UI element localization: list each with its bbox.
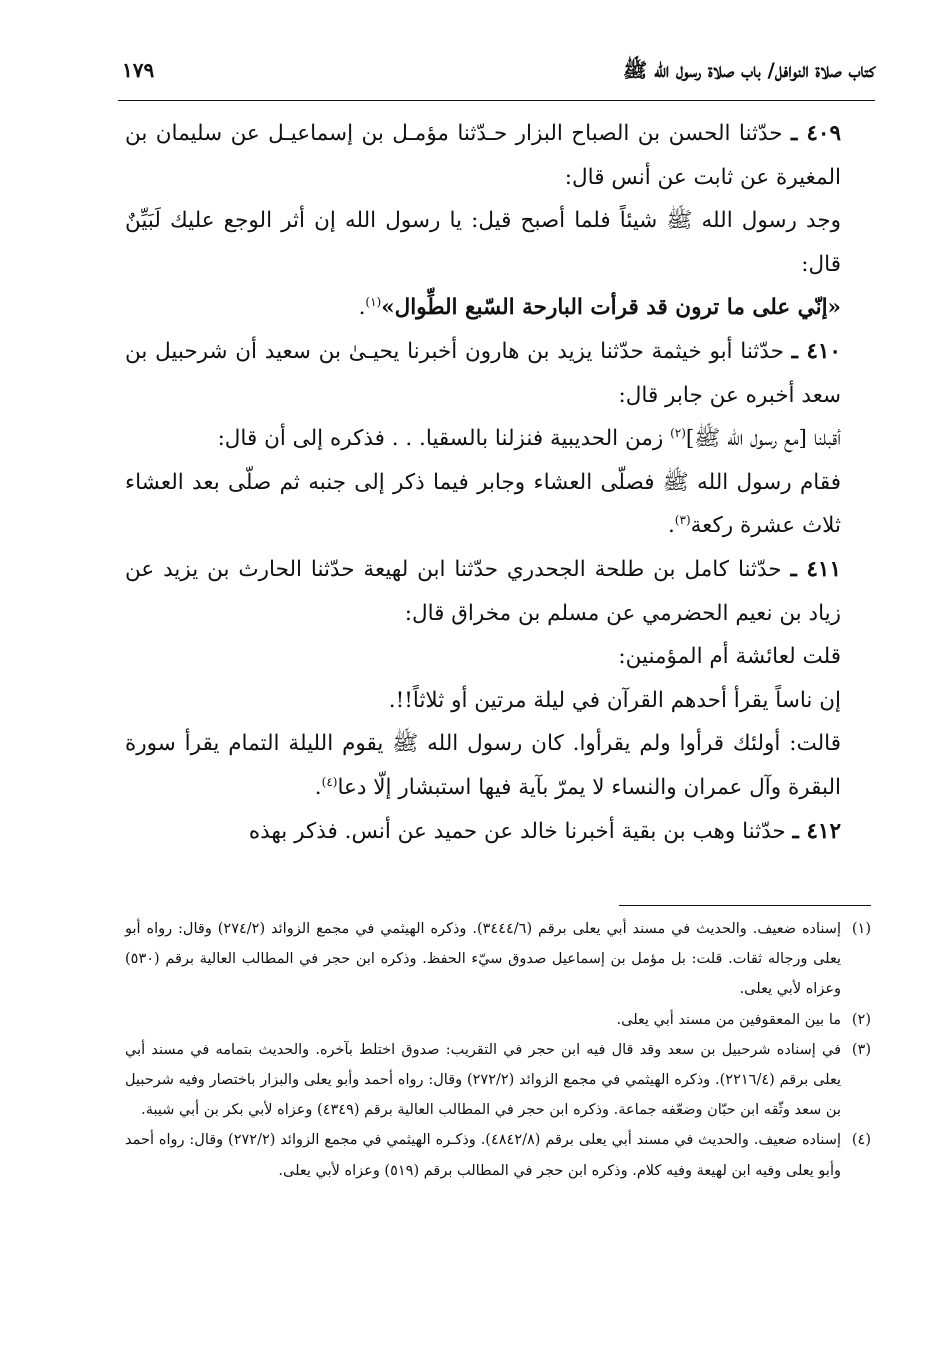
footnote-text: ما بين المعقوفين من مسند أبي يعلى. — [616, 1011, 841, 1028]
footnote-ref-3: (٣) — [674, 513, 691, 528]
hadith-411-line1: قلت لعائشة أم المؤمنين: — [618, 644, 841, 670]
hadith-409-quote: «إنّي على ما ترون قد قرأت البارحة السّبع الطِّوال» — [381, 295, 841, 321]
hadith-411-number: ٤١١ ـ — [790, 556, 841, 582]
footnote-number: (٣) — [851, 1041, 871, 1058]
hadith-410-text2: فقام رسول الله ﷺ فصلّى العشاء وجابر فيما ذكر إلى جنبه ثم صلّى بعد العشاء ثلاث عشرة ركعة$^{(٣)}$. — [125, 469, 841, 539]
footnote-4 — [125, 1125, 871, 1185]
footnote-text: إسناده ضعيف. والحديث في مسند أبي يعلى برقم (٣٤٤٤/٦). وذكره الهيثمي في مجمع الزوائد (٢٧٤/٢) وقال: رواه أبو يعلى ورجاله ثقات. قلت: بل مؤمل بن إسماعيل صدوق سيّء الحفظ. وذكره ابن حجر في المطالب العالية برقم (٥٣٠) وعزاه لأبي يعلى. — [125, 921, 841, 998]
hadith-411-text: قالت: أولئك قرأوا ولم يقرأوا. كان رسول الله ﷺ يقوم الليلة التمام يقرأ سورة البقرة وآل عمران والنساء لا يمرّ بآية فيها استبشار إلّا دعا$^{(٤)}$. — [125, 731, 841, 800]
footnote-3 — [125, 1035, 871, 1126]
hadith-409-quote-line: «إنّي على ما ترون قد قرأت البارحة السّبع الطِّوال»$^{(١)}$. — [358, 295, 841, 321]
hadith-410-isnad: حدّثنا أبو خيثمة حدّثنا يزيد بن هارون أخبرنا يحيـىٰ بن سعيد أن شرحبيل بن سعد أخبره عن جابر قال: — [125, 338, 841, 408]
hadith-409-number: ٤٠٩ ـ — [790, 121, 841, 146]
running-header — [118, 52, 875, 101]
hadith-412-isnad: حدّثنا وهب بن بقية أخبرنا خالد عن حميد عن أنس. فذكر بهذه — [248, 818, 786, 844]
footnote-ref-4: (٤) — [321, 774, 338, 789]
footnote-ref-1: (١) — [365, 295, 382, 310]
hadith-409-chain — [125, 112, 871, 199]
hadith-410-text — [125, 417, 871, 461]
footnote-2 — [125, 1005, 871, 1035]
hadith-412-chain — [125, 810, 871, 854]
footnote-number: (٤) — [851, 1132, 871, 1149]
main-text — [125, 112, 871, 853]
hadith-410-number: ٤١٠ ـ — [791, 338, 841, 364]
footnotes — [125, 914, 871, 1186]
footnote-text: إسناده ضعيف. والحديث في مسند أبي يعلى برقم (٤٨٤٢/٨). وذكـره الهيثمي في مجمع الزوائد (٢٧٢/٢) وقال: رواه أحمد وأبو يعلى وفيه ابن لهيعة وفيه كلام. وذكره ابن حجر في المطالب برقم (٥١٩) وعزاه لأبي يعلى. — [125, 1132, 841, 1179]
footnote-ref-2: (٢) — [670, 426, 686, 440]
hadith-410-text-b: زمن الحديبية فنزلنا بالسقيا. . . فذكره إلى أن قال: — [217, 426, 664, 452]
hadith-411-line2: إن ناساً يقرأ أحدهم القرآن في ليلة مرتين أو ثلاثاً!!. — [388, 687, 841, 713]
hadith-411-text-body: قالت: أولئك قرأوا ولم يقرأوا. كان رسول الله ﷺ يقوم الليلة التمام يقرأ سورة البقرة وآل عمران والنساء لا يمرّ بآية فيها استبشار إلّا دعا — [125, 731, 841, 800]
footnote-number: (١) — [851, 921, 871, 937]
hadith-412-number: ٤١٢ ـ — [792, 818, 841, 844]
hadith-411-chain — [125, 548, 871, 635]
header-title: كتاب صلاة النوافل/ باب صلاة رسول الله ﷺ — [622, 58, 875, 82]
footnote-number: (٢) — [851, 1011, 871, 1028]
footnote-text: في إسناده شرحبيل بن سعد وقد قال فيه ابن حجر في التقريب: صدوق اختلط بآخره. والحديث بتمامه في مسند أبي يعلى برقم (٢٢١٦/٤). وذكره الهيثمي في مجمع الزوائد (٢٧٢/٢) وقال: رواه أحمد وأبو يعلى والبزار باختصار وفيه شرحبيل بن سعد وثّقه ابن حبّان وضعّفه جماعة. وذكره ابن حجر في المطالب العالية برقم (٤٣٤٩) وعزاه لأبي بكر بن أبي شيبة. — [125, 1041, 841, 1119]
hadith-410-chain — [125, 330, 871, 417]
hadith-411-isnad: حدّثنا كامل بن طلحة الجحدري حدّثنا ابن لهيعة حدّثنا الحارث بن يزيد عن زياد بن نعيم الحضرمي عن مسلم بن مخراق قال: — [125, 556, 841, 626]
footnote-1 — [125, 914, 871, 1005]
hadith-410-text-a: أقبلنا [مع رسول الله ﷺ] — [685, 426, 841, 452]
hadith-409-isnad: حدّثنا الحسن بن الصباح البزار حـدّثنا مؤمـل بن إسماعيـل عن سليمان بن المغيرة عن ثابت عن أنس قال: — [125, 121, 841, 190]
hadith-410-text2-body: فقام رسول الله ﷺ فصلّى العشاء وجابر فيما ذكر إلى جنبه ثم صلّى بعد العشاء ثلاث عشرة ركعة — [125, 469, 841, 539]
hadith-409-text: وجد رسول الله ﷺ شيئاً فلما أصبح قيل: يا رسول الله إن أثر الوجع عليك لَبَيِّنٌ قال: — [125, 208, 841, 277]
footnote-separator — [619, 905, 871, 906]
page-number: ١٧٩ — [122, 58, 155, 82]
